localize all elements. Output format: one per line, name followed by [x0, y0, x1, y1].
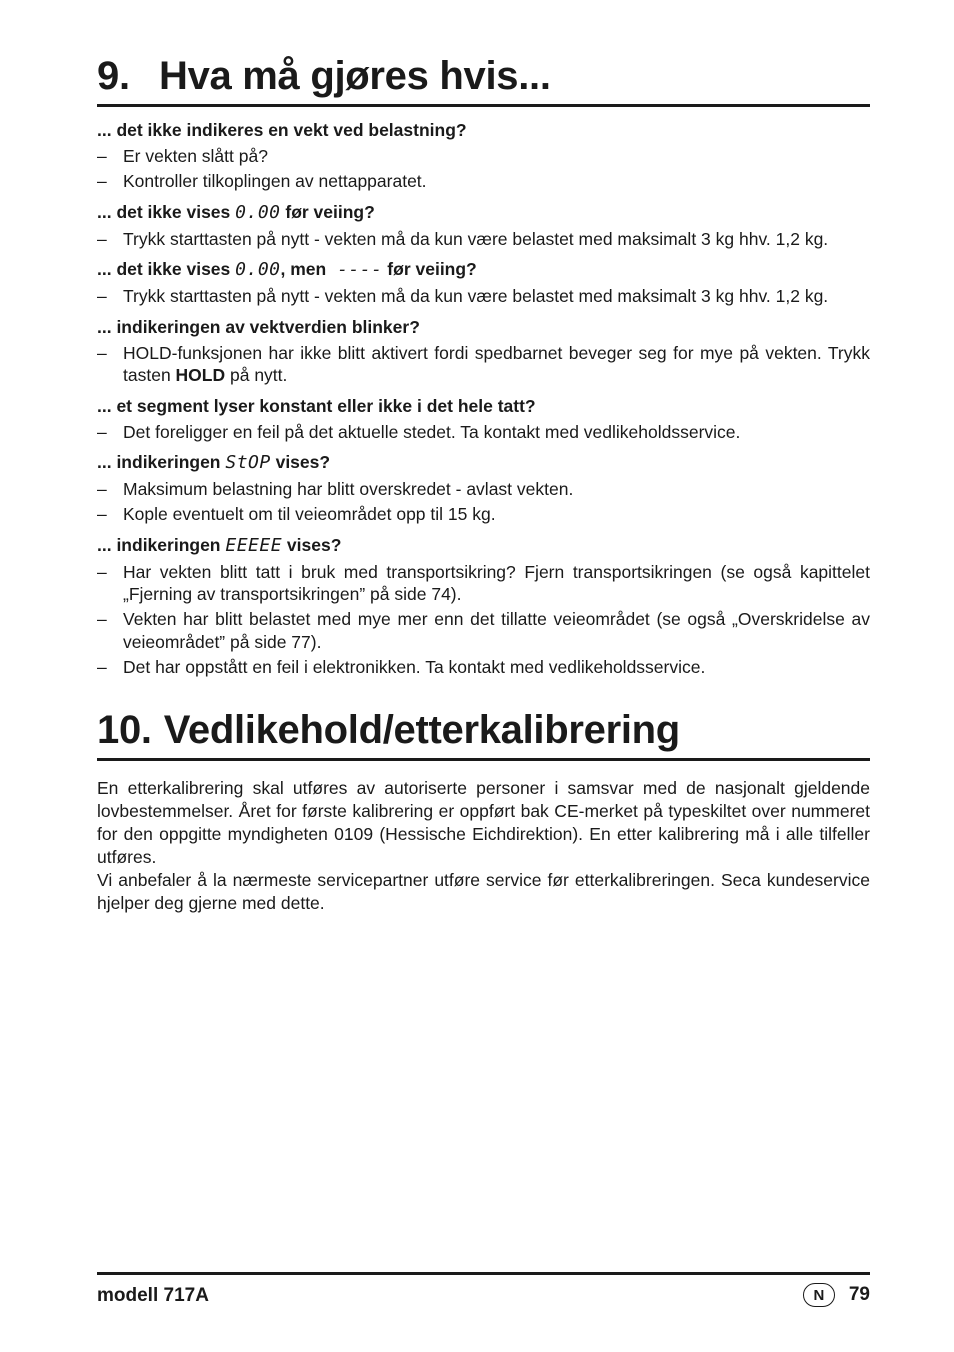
- question-3: [97, 258, 870, 281]
- question-7-text-start: ... indikeringen: [97, 534, 226, 555]
- list-item: – Trykk starttasten på nytt - vekten må da kun være belastet med maksimalt 3 kg hhv. 1,2 kg.: [97, 228, 870, 251]
- segment-display-stop: StOP: [225, 452, 271, 473]
- question-6: [97, 451, 870, 474]
- question-6-answers: [97, 478, 870, 526]
- section-10-title: Vedlikehold/etterkalibrering: [163, 708, 680, 752]
- paragraph: Vi anbefaler å la nærmeste servicepartner utføre service før etterkalibreringen. Seca kundeservice hjelper deg gjerne med dette.: [97, 870, 870, 913]
- section-9-heading: [97, 52, 870, 107]
- model-name: modell 717A: [97, 1285, 209, 1306]
- list-item: – Det foreligger en feil på det aktuelle stedet. Ta kontakt med vedlikeholdsservice.: [97, 421, 870, 444]
- hold-key-label: HOLD: [175, 365, 226, 385]
- question-3-text-mid: , men: [280, 259, 332, 279]
- question-6-text-end: vises?: [270, 452, 331, 472]
- question-2: [97, 201, 870, 224]
- language-badge: N: [803, 1283, 835, 1307]
- section-10-body: [97, 777, 870, 915]
- section-10: [97, 706, 870, 915]
- list-item: – Vekten har blitt belastet med mye mer enn det tillatte veieområdet (se også „Overskridelse av veieområdet” på side 77).: [97, 608, 870, 653]
- question-2-text-end: før veiing?: [280, 201, 375, 222]
- segment-display-error: EEEEE: [225, 534, 283, 556]
- question-4: ... indikeringen av vektverdien blinker?: [97, 316, 420, 337]
- list-item: – Maksimum belastning har blitt overskredet - avlast vekten.: [97, 478, 870, 501]
- list-item: – Er vekten slått på?: [97, 145, 870, 168]
- page-content: [97, 52, 870, 915]
- question-5: ... et segment lyser konstant eller ikke i det hele tatt?: [97, 395, 536, 416]
- section-10-number: 10.: [97, 708, 152, 752]
- question-7-answers: [97, 561, 870, 679]
- section-10-heading: [97, 706, 870, 761]
- question-4-answers: [97, 342, 870, 387]
- list-item: [97, 342, 870, 387]
- paragraph: En etterkalibrering skal utføres av autoriserte personer i samsvar med de nasjonalt gjeldende lovbestemmelser. Året for første kalibrering er oppført bak CE-merket på typeskiltet over nummeret for den oppgitte myndigheten 0109 (Hessische Eichdirektion). En etter kalibrering må i alle tilfeller utføres.: [97, 778, 870, 867]
- question-3-text-start: ... det ikke vises: [97, 259, 236, 279]
- question-2-text-start: ... det ikke vises: [97, 201, 236, 222]
- page-number: 79: [848, 1284, 870, 1305]
- list-item: – Det har oppstått en feil i elektronikken. Ta kontakt med vedlikeholdsservice.: [97, 656, 870, 679]
- question-5-answers: [97, 421, 870, 444]
- section-9-number: 9.: [97, 54, 130, 98]
- segment-display-zero: 0.00: [235, 259, 281, 280]
- question-3-answers: [97, 285, 870, 308]
- answer-text: HOLD-funksjonen har ikke blitt aktivert fordi spedbarnet beveger seg for mye på vekten. Trykk tasten: [123, 342, 870, 385]
- question-1-answers: [97, 145, 870, 193]
- question-6-text-start: ... indikeringen: [97, 452, 226, 472]
- list-item: – Har vekten blitt tatt i bruk med transportsikring? Fjern transportsikringen (se også kapittelet „Fjerning av transportsikringen” på side 74).: [97, 561, 870, 606]
- segment-display-dashes: ----: [337, 259, 383, 280]
- list-item: – Trykk starttasten på nytt - vekten må da kun være belastet med maksimalt 3 kg hhv. 1,2 kg.: [97, 285, 870, 308]
- list-item: – Kontroller tilkoplingen av nettapparatet.: [97, 170, 870, 193]
- list-item: – Kople eventuelt om til veieområdet opp til 15 kg.: [97, 503, 870, 526]
- question-7-text-end: vises?: [282, 534, 342, 555]
- question-3-text-end: før veiing?: [382, 259, 477, 279]
- answer-text: på nytt.: [225, 365, 288, 385]
- question-1: ... det ikke indikeres en vekt ved belastning?: [97, 120, 467, 140]
- footer-right: [803, 1283, 870, 1307]
- page-footer: [97, 1272, 870, 1306]
- question-2-answers: [97, 228, 870, 251]
- section-9-body: [97, 119, 870, 678]
- segment-display-zero: 0.00: [235, 201, 281, 223]
- question-7: [97, 534, 870, 557]
- section-9-title: Hva må gjøres hvis...: [159, 54, 551, 98]
